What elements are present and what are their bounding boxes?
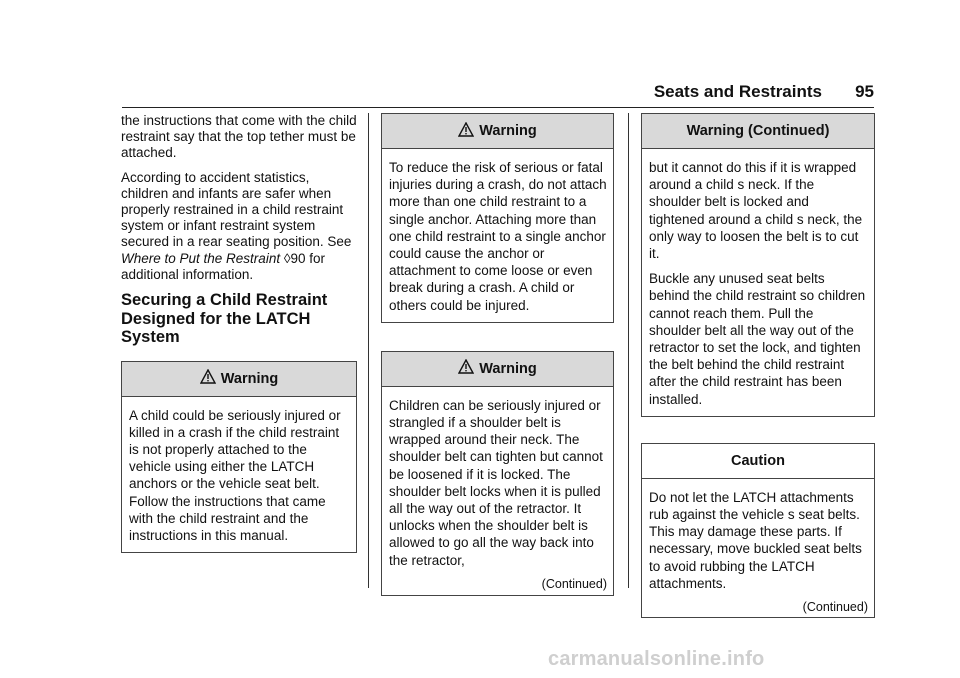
warning-text: Buckle any unused seat belts behind the child restraint so children cannot reach them. Pull the shoulder belt all the way out of the retractor to set the lock, and tighten the belt behind the child restraint after the child restraint has been installed.: [649, 271, 866, 407]
paragraph: [121, 170, 357, 283]
warning-box: [381, 351, 614, 596]
column-divider: [628, 113, 629, 588]
warning-header: [642, 114, 874, 149]
caution-box: [641, 443, 875, 618]
warning-triangle-icon: [458, 359, 474, 378]
column-3: [641, 113, 875, 618]
warning-title: Warning: [220, 370, 279, 387]
column-2: [381, 113, 614, 596]
page-header: [122, 82, 874, 104]
caution-body: [642, 479, 874, 617]
continued-label: (Continued): [541, 576, 607, 591]
warning-box: [121, 361, 357, 554]
warning-triangle-icon: [458, 122, 474, 141]
caution-header: [642, 444, 874, 479]
caution-title: Caution: [731, 452, 785, 469]
warning-box: [381, 113, 614, 323]
column-divider: [368, 113, 369, 588]
warning-title: Warning: [479, 123, 537, 139]
watermark: carmanualsonline.info: [548, 648, 765, 670]
warning-body: [382, 149, 613, 322]
warning-continued-box: [641, 113, 875, 417]
paragraph-text: for additional information.: [121, 250, 326, 282]
section-heading: Securing a Child Restraint Designed for the LATCH System: [121, 291, 328, 347]
warning-text: A child could be seriously injured or killed in a crash if the child restraint is not properly attached to the vehicle using either the LATCH anchors or the vehicle seat belt. Follow the instructions that came with the child restraint and the instructions in this manual.: [129, 407, 341, 543]
cross-reference-page[interactable]: 90: [290, 250, 306, 266]
caution-text: Do not let the LATCH attachments rub against the vehicle s seat belts. This may damage these parts. If necessary, move buckled seat belts to avoid rubbing the LATCH attachments.: [649, 489, 862, 591]
page-ref-icon: ◊: [283, 250, 291, 266]
warning-title: Warning: [479, 360, 537, 377]
warning-title: Warning (Continued): [686, 123, 830, 139]
continued-label: (Continued): [802, 600, 868, 615]
paragraph-text: According to accident statistics, children and infants are safer when properly restrained in a child restraint system or infant restraint system secured in a rear seating position. See: [121, 169, 352, 250]
warning-body: [642, 149, 874, 416]
warning-text: but it cannot do this if it is wrapped around a child s neck. If the shoulder belt is locked and tightened around a child s neck, the only way to loosen the belt is to cut it.: [649, 160, 863, 262]
section-title: Seats and Restraints: [653, 82, 822, 101]
paragraph: the instructions that come with the child restraint say that the top tether must be attached.: [121, 113, 357, 161]
warning-text: To reduce the risk of serious or fatal injuries during a crash, do not attach more than one child restraint to a single anchor. Attaching more than one child restraint to a single anchor could cause the anchor or attachment to come loose or even break during a crash. A child or others could be injured.: [389, 160, 607, 313]
warning-header: [382, 352, 613, 387]
cross-reference-link[interactable]: Where to Put the Restraint: [121, 250, 281, 266]
warning-header: [382, 114, 613, 149]
warning-body: [382, 387, 613, 595]
column-1: [121, 113, 357, 553]
warning-triangle-icon: [200, 369, 216, 388]
warning-text: Children can be seriously injured or strangled if a shoulder belt is wrapped around their neck. The shoulder belt can tighten but cannot be loosened if it is locked. The shoulder belt locks when it is pulled all the way out of the retractor. It unlocks when the shoulder belt is allowed to go all the way back into the retractor,: [389, 397, 603, 568]
warning-body: [122, 397, 356, 553]
header-rule: [122, 107, 874, 108]
warning-header: [122, 362, 356, 397]
page-number: 95: [855, 82, 874, 101]
